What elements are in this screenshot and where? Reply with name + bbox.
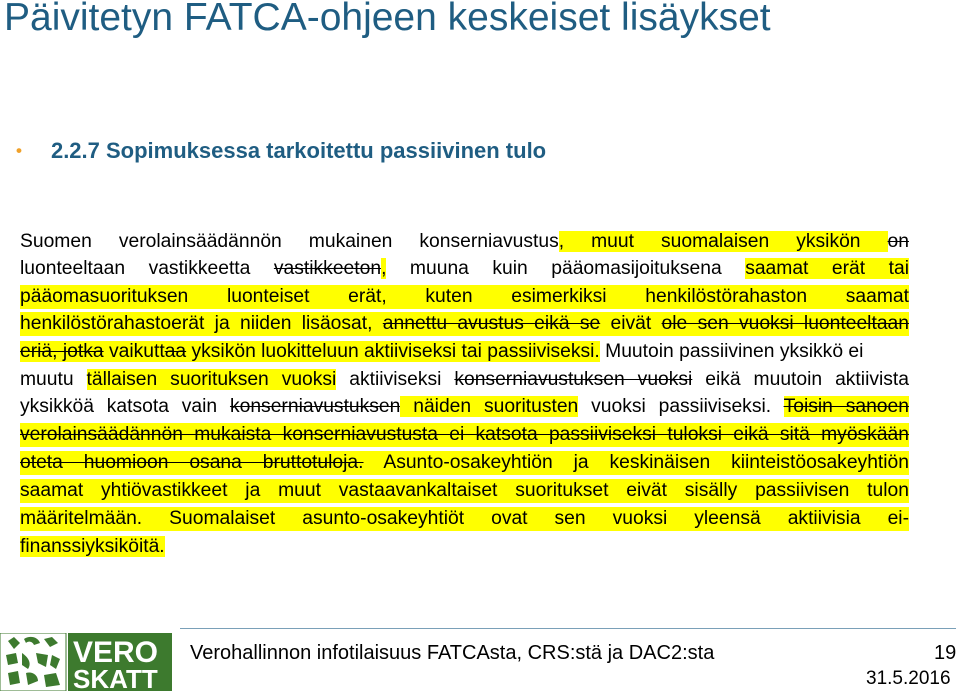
page-title: Päivitetyn FATCA-ohjeen keskeiset lisäykset [4,0,771,39]
text-run: Suomen verolainsäädännön mukainen konserniavustus [20,231,559,252]
deleted-text: annettu avustus eikä se [382,313,601,334]
added-text: saamat yhtiövastikkeet ja muut vastaavankaltaiset suoritukset eivät sisälly passiivisen tulon [20,480,909,501]
text-run: yksikön luokitteluun aktiiviseksi tai passiiviseksi. [186,341,600,362]
text-run: luonteeltaan vastikkeetta [20,258,274,279]
paragraph-line-12 [20,535,909,559]
added-text: henkilöstörahastoerät ja niiden lisäosat, [20,313,383,334]
text-run: vaikutt [103,341,165,362]
text-run: yksikköä katsota vain [20,396,230,417]
page-number: 19 [934,642,957,664]
added-text: Asunto-osakeyhtiön ja keskinäisen kiinteistöosakeyhtiön [363,452,910,473]
section-heading: 2.2.7 Sopimuksessa tarkoitettu passiivinen tulo [50,138,547,163]
added-text: finanssiyksiköitä. [20,536,165,557]
deleted-text: eriä, jotka [20,341,104,362]
added-text: , [381,258,387,279]
footer-caption: Verohallinnon infotilaisuus FATCAsta, CRS:stä ja DAC2:sta [190,642,715,664]
text-run [771,396,783,417]
added-text: saamat erät tai [745,258,910,279]
added-text: eivät [600,313,662,334]
text-run: Muutoin passiivinen yksikkö ei [599,341,864,362]
deleted-text: ole sen vuoksi luonteeltaan [661,313,909,334]
footer-divider [180,628,956,629]
deleted-text: on [887,231,909,252]
bullet-icon: • [16,141,22,160]
deleted-text: vastikkeeton [273,258,382,279]
paragraph-line-8 [20,423,909,447]
deleted-text: oteta huomioon osana bruttotuloja. [20,452,364,473]
deleted-text: konserniavustuksen vuoksi [454,369,693,390]
logo-text-vero: VERO [73,636,159,669]
deleted-text: Toisin sanoen [783,396,909,417]
added-text: tällaisen suorituksen vuoksi [86,369,337,390]
paragraph-line-4 [20,312,909,336]
added-text: pääomasuorituksen luonteiset erät, kuten esimerkiksi henkilöstörahaston saamat [20,286,909,307]
paragraph-line-3 [20,285,909,309]
paragraph-line-11 [20,507,909,531]
paragraph-line-10 [20,479,909,503]
deleted-text: konserniavustuksen [229,396,401,417]
vero-skatt-logo [0,633,172,691]
footer-date: 31.5.2016 [866,668,951,689]
added-run [20,341,600,362]
text-run: vuoksi passiiviseksi. [578,396,772,417]
deleted-text: aa [164,341,187,362]
paragraph-line-6 [20,368,909,392]
paragraph-line-1 [20,230,909,254]
paragraph-line-7 [20,395,909,419]
logo-text-skatt: SKATT [73,664,158,691]
added-text: näiden suoritusten [400,396,579,417]
added-text: määritelmään. Suomalaiset asunto-osakeyhtiöt ovat sen vuoksi yleensä aktiivisia ei- [20,508,909,529]
paragraph-line-2 [20,257,909,281]
text-run: eikä muutoin aktiivista [692,369,909,390]
text-run: aktiiviseksi [336,369,455,390]
text-run: muuna kuin pääomasijoituksena [386,258,746,279]
deleted-text: verolainsäädännön mukaista konserniavustusta ei katsota passiiviseksi tuloksi eikä sitä myöskään [20,424,909,445]
paragraph-line-9 [20,451,909,475]
text-run: muutu [20,369,87,390]
added-text: , muut suomalaisen yksikön [558,231,888,252]
paragraph-line-5 [20,340,909,364]
section-heading-row [16,138,546,164]
